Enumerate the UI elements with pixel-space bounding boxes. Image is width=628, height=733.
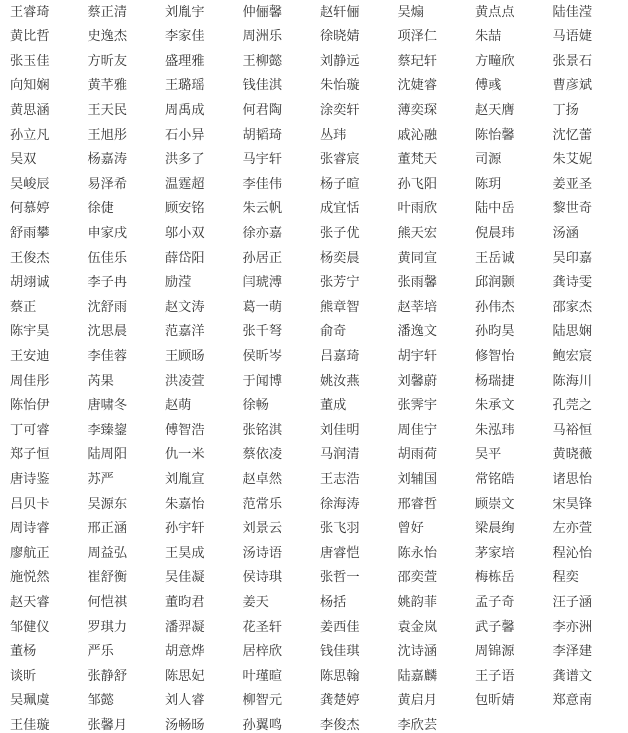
name-cell: 成宜恬 bbox=[318, 202, 396, 215]
name-cell: 张子优 bbox=[318, 227, 396, 240]
name-cell: 俞奇 bbox=[318, 325, 396, 338]
name-cell: 张馨月 bbox=[86, 719, 164, 732]
name-cell: 张静舒 bbox=[86, 670, 164, 683]
name-cell: 陆周阳 bbox=[86, 448, 164, 461]
name-cell: 茅家培 bbox=[473, 547, 551, 560]
name-cell: 李子冉 bbox=[86, 276, 164, 289]
name-cell: 姜天 bbox=[241, 596, 319, 609]
name-cell: 何恺祺 bbox=[86, 596, 164, 609]
name-cell: 汤畅旸 bbox=[163, 719, 241, 732]
name-cell: 周锦源 bbox=[473, 645, 551, 658]
name-cell: 马润清 bbox=[318, 448, 396, 461]
name-cell: 徐畅 bbox=[241, 399, 319, 412]
name-cell: 潘羿凝 bbox=[163, 621, 241, 634]
name-cell: 朱泓玮 bbox=[473, 424, 551, 437]
name-cell: 张哲一 bbox=[318, 571, 396, 584]
name-cell: 梅栋岳 bbox=[473, 571, 551, 584]
name-cell: 徐晓婧 bbox=[318, 30, 396, 43]
name-cell: 邢正涵 bbox=[86, 522, 164, 535]
name-cell: 王昊成 bbox=[163, 547, 241, 560]
name-cell: 胡宇轩 bbox=[396, 350, 474, 363]
name-cell: 胡韬琦 bbox=[241, 129, 319, 142]
name-cell: 赵莘培 bbox=[396, 301, 474, 314]
name-cell: 司源 bbox=[473, 153, 551, 166]
name-cell: 沈忆蕾 bbox=[551, 129, 628, 142]
name-cell: 居梓欣 bbox=[241, 645, 319, 658]
name-cell: 孙宇轩 bbox=[163, 522, 241, 535]
name-cell: 何君陶 bbox=[241, 104, 319, 117]
name-cell: 涂奕轩 bbox=[318, 104, 396, 117]
name-cell: 赵天膺 bbox=[473, 104, 551, 117]
name-cell: 沈婕睿 bbox=[396, 79, 474, 92]
name-cell: 姚韵菲 bbox=[396, 596, 474, 609]
name-cell: 邵奕萱 bbox=[396, 571, 474, 584]
name-cell: 武子馨 bbox=[473, 621, 551, 634]
name-cell: 薄奕琛 bbox=[396, 104, 474, 117]
name-cell: 葛一萌 bbox=[241, 301, 319, 314]
name-cell: 陈思翰 bbox=[318, 670, 396, 683]
name-cell: 温霆超 bbox=[163, 178, 241, 191]
name-cell: 唐睿恺 bbox=[318, 547, 396, 560]
name-cell: 杨嘉涛 bbox=[86, 153, 164, 166]
name-cell: 黄同宣 bbox=[396, 252, 474, 265]
name-cell: 方疃欣 bbox=[473, 55, 551, 68]
name-cell: 赵文涛 bbox=[163, 301, 241, 314]
name-cell: 倪晨玮 bbox=[473, 227, 551, 240]
name-cell: 陆中岳 bbox=[473, 202, 551, 215]
name-cell: 王岳诚 bbox=[473, 252, 551, 265]
name-cell: 刘景云 bbox=[241, 522, 319, 535]
name-cell: 胡雨荷 bbox=[396, 448, 474, 461]
name-cell: 张玉佳 bbox=[8, 55, 86, 68]
name-cell: 蔡正清 bbox=[86, 6, 164, 19]
name-cell: 姜西佳 bbox=[318, 621, 396, 634]
name-cell: 周佳宁 bbox=[396, 424, 474, 437]
name-cell: 杨奕晨 bbox=[318, 252, 396, 265]
name-cell: 熊天宏 bbox=[396, 227, 474, 240]
name-cell: 洪凌萱 bbox=[163, 375, 241, 388]
name-cell: 范嘉洋 bbox=[163, 325, 241, 338]
name-cell: 刘辅国 bbox=[396, 473, 474, 486]
name-cell: 沈诗涵 bbox=[396, 645, 474, 658]
name-cell: 芮果 bbox=[86, 375, 164, 388]
name-cell: 张铭淇 bbox=[241, 424, 319, 437]
name-cell: 周佳彤 bbox=[8, 375, 86, 388]
name-cell: 黎世奇 bbox=[551, 202, 628, 215]
name-cell: 吴平 bbox=[473, 448, 551, 461]
name-cell: 马语婕 bbox=[551, 30, 628, 43]
name-cell: 刘静远 bbox=[318, 55, 396, 68]
name-cell: 张睿宸 bbox=[318, 153, 396, 166]
name-cell: 李欣芸 bbox=[396, 719, 474, 732]
name-cell: 龚楚婷 bbox=[318, 694, 396, 707]
name-cell: 项泽仁 bbox=[396, 30, 474, 43]
name-cell: 李佳蓉 bbox=[86, 350, 164, 363]
name-cell: 张芳宁 bbox=[318, 276, 396, 289]
name-cell: 闫琥溥 bbox=[241, 276, 319, 289]
name-cell: 刘人睿 bbox=[163, 694, 241, 707]
name-cell: 唐诗鉴 bbox=[8, 473, 86, 486]
name-cell: 王璐瑶 bbox=[163, 79, 241, 92]
name-cell: 董梵天 bbox=[396, 153, 474, 166]
name-cell: 邹健仪 bbox=[8, 621, 86, 634]
name-cell: 石小异 bbox=[163, 129, 241, 142]
name-cell: 唐啸冬 bbox=[86, 399, 164, 412]
name-cell: 王旭彤 bbox=[86, 129, 164, 142]
name-cell: 陆嘉麟 bbox=[396, 670, 474, 683]
name-cell: 董成 bbox=[318, 399, 396, 412]
name-cell: 陈怡馨 bbox=[473, 129, 551, 142]
name-cell: 曾好 bbox=[396, 522, 474, 535]
name-cell: 施悦然 bbox=[8, 571, 86, 584]
name-cell: 修智怡 bbox=[473, 350, 551, 363]
name-cell: 邢睿哲 bbox=[396, 498, 474, 511]
name-cell: 史逸杰 bbox=[86, 30, 164, 43]
name-cell: 张雨馨 bbox=[396, 276, 474, 289]
name-cell: 仇一米 bbox=[163, 448, 241, 461]
name-cell: 吴珮虞 bbox=[8, 694, 86, 707]
name-cell: 王睿琦 bbox=[8, 6, 86, 19]
name-cell: 龚诗雯 bbox=[551, 276, 628, 289]
name-cell: 于闻博 bbox=[241, 375, 319, 388]
name-cell: 陈玥 bbox=[473, 178, 551, 191]
name-cell: 王俊杰 bbox=[8, 252, 86, 265]
name-grid bbox=[8, 0, 626, 664]
name-cell: 钱佳琪 bbox=[318, 645, 396, 658]
name-cell: 花圣轩 bbox=[241, 621, 319, 634]
name-cell: 王子语 bbox=[473, 670, 551, 683]
name-cell: 朱承文 bbox=[473, 399, 551, 412]
name-cell: 丁可睿 bbox=[8, 424, 86, 437]
name-cell: 王天民 bbox=[86, 104, 164, 117]
name-cell: 邬小双 bbox=[163, 227, 241, 240]
name-cell: 朱喆 bbox=[473, 30, 551, 43]
name-cell: 傅彧 bbox=[473, 79, 551, 92]
name-cell: 仲俪馨 bbox=[241, 6, 319, 19]
name-cell: 刘胤宇 bbox=[163, 6, 241, 19]
name-cell: 吕贝卡 bbox=[8, 498, 86, 511]
name-cell: 程奕 bbox=[551, 571, 628, 584]
name-cell: 盛理雅 bbox=[163, 55, 241, 68]
name-cell: 侯昕岑 bbox=[241, 350, 319, 363]
name-cell: 黄芊雅 bbox=[86, 79, 164, 92]
name-cell: 梁晨绚 bbox=[473, 522, 551, 535]
name-cell: 戚沁融 bbox=[396, 129, 474, 142]
name-cell: 顾崇文 bbox=[473, 498, 551, 511]
name-cell: 常铭皓 bbox=[473, 473, 551, 486]
name-cell: 李俊杰 bbox=[318, 719, 396, 732]
name-cell: 马裕恒 bbox=[551, 424, 628, 437]
name-cell: 诸思怡 bbox=[551, 473, 628, 486]
name-cell: 徐亦嘉 bbox=[241, 227, 319, 240]
name-cell: 崔舒衡 bbox=[86, 571, 164, 584]
name-cell: 李泽建 bbox=[551, 645, 628, 658]
name-cell: 叶雨欣 bbox=[396, 202, 474, 215]
name-cell: 徐海涛 bbox=[318, 498, 396, 511]
name-cell: 杨瑞捷 bbox=[473, 375, 551, 388]
name-cell: 舒雨攀 bbox=[8, 227, 86, 240]
name-cell: 黄思涵 bbox=[8, 104, 86, 117]
name-cell: 龚谱文 bbox=[551, 670, 628, 683]
name-cell: 赵萌 bbox=[163, 399, 241, 412]
name-cell: 张千弩 bbox=[241, 325, 319, 338]
name-cell: 孙居正 bbox=[241, 252, 319, 265]
name-cell: 朱云帆 bbox=[241, 202, 319, 215]
name-cell: 朱艾妮 bbox=[551, 153, 628, 166]
name-cell: 汤诗语 bbox=[241, 547, 319, 560]
name-cell: 吴煽 bbox=[396, 6, 474, 19]
name-cell: 曹彦斌 bbox=[551, 79, 628, 92]
name-cell: 黄晓薇 bbox=[551, 448, 628, 461]
name-cell: 熊章智 bbox=[318, 301, 396, 314]
name-cell: 杨括 bbox=[318, 596, 396, 609]
name-cell: 陈永怡 bbox=[396, 547, 474, 560]
name-cell: 谈昕 bbox=[8, 670, 86, 683]
name-cell: 陈怡伊 bbox=[8, 399, 86, 412]
name-cell: 姜亚圣 bbox=[551, 178, 628, 191]
name-cell: 周益弘 bbox=[86, 547, 164, 560]
name-cell: 罗琪力 bbox=[86, 621, 164, 634]
name-cell: 马宇轩 bbox=[241, 153, 319, 166]
name-cell: 孙立凡 bbox=[8, 129, 86, 142]
name-cell: 吴佳凝 bbox=[163, 571, 241, 584]
name-cell: 杨子暄 bbox=[318, 178, 396, 191]
name-cell: 袁金岚 bbox=[396, 621, 474, 634]
name-cell: 邹懿 bbox=[86, 694, 164, 707]
name-cell: 苏严 bbox=[86, 473, 164, 486]
name-cell: 叶瑾暄 bbox=[241, 670, 319, 683]
name-cell: 侯诗琪 bbox=[241, 571, 319, 584]
name-cell: 周洲乐 bbox=[241, 30, 319, 43]
name-cell: 张景石 bbox=[551, 55, 628, 68]
name-cell: 张霁宇 bbox=[396, 399, 474, 412]
name-cell: 徐倢 bbox=[86, 202, 164, 215]
name-cell: 柳智元 bbox=[241, 694, 319, 707]
name-cell: 张飞羽 bbox=[318, 522, 396, 535]
name-cell: 朱怡璇 bbox=[318, 79, 396, 92]
name-cell: 孙伟杰 bbox=[473, 301, 551, 314]
name-cell: 丁扬 bbox=[551, 104, 628, 117]
name-cell: 王安迪 bbox=[8, 350, 86, 363]
name-cell: 申家戌 bbox=[86, 227, 164, 240]
name-cell: 孙翼鸣 bbox=[241, 719, 319, 732]
name-cell: 严乐 bbox=[86, 645, 164, 658]
name-cell: 廖航正 bbox=[8, 547, 86, 560]
name-cell: 李亦洲 bbox=[551, 621, 628, 634]
name-cell: 胡翊诚 bbox=[8, 276, 86, 289]
name-cell: 沈舒雨 bbox=[86, 301, 164, 314]
name-cell: 王佳璇 bbox=[8, 719, 86, 732]
name-cell: 吕嘉琦 bbox=[318, 350, 396, 363]
name-cell: 傅智浩 bbox=[163, 424, 241, 437]
name-cell: 姚汝燕 bbox=[318, 375, 396, 388]
name-cell: 蔡玘轩 bbox=[396, 55, 474, 68]
name-cell: 陈海川 bbox=[551, 375, 628, 388]
name-cell: 蔡正 bbox=[8, 301, 86, 314]
name-cell: 孙昀昊 bbox=[473, 325, 551, 338]
name-cell: 周诗睿 bbox=[8, 522, 86, 535]
name-cell: 黄比哲 bbox=[8, 30, 86, 43]
name-cell: 易泽希 bbox=[86, 178, 164, 191]
name-cell: 李臻鋆 bbox=[86, 424, 164, 437]
name-cell: 汪子涵 bbox=[551, 596, 628, 609]
name-cell: 陈思妃 bbox=[163, 670, 241, 683]
name-cell: 顾安铭 bbox=[163, 202, 241, 215]
name-cell: 陆佳滢 bbox=[551, 6, 628, 19]
name-cell: 刘佳明 bbox=[318, 424, 396, 437]
name-cell: 潘逸文 bbox=[396, 325, 474, 338]
name-cell: 孙飞阳 bbox=[396, 178, 474, 191]
name-cell: 董昀君 bbox=[163, 596, 241, 609]
name-cell: 孟子奇 bbox=[473, 596, 551, 609]
name-cell: 宋昊锋 bbox=[551, 498, 628, 511]
name-cell: 包昕婧 bbox=[473, 694, 551, 707]
name-cell: 李佳伟 bbox=[241, 178, 319, 191]
name-cell: 吴双 bbox=[8, 153, 86, 166]
name-cell: 汤涵 bbox=[551, 227, 628, 240]
name-cell: 鲍宏宸 bbox=[551, 350, 628, 363]
name-cell: 王柳懿 bbox=[241, 55, 319, 68]
name-cell: 蔡依凌 bbox=[241, 448, 319, 461]
name-cell: 邵家杰 bbox=[551, 301, 628, 314]
name-cell: 陆思娴 bbox=[551, 325, 628, 338]
name-cell: 王顾旸 bbox=[163, 350, 241, 363]
name-cell: 左亦萱 bbox=[551, 522, 628, 535]
name-cell: 赵天睿 bbox=[8, 596, 86, 609]
name-cell: 程沁怡 bbox=[551, 547, 628, 560]
name-cell: 赵卓然 bbox=[241, 473, 319, 486]
name-cell: 李家佳 bbox=[163, 30, 241, 43]
name-cell: 黄启月 bbox=[396, 694, 474, 707]
name-cell: 洪多了 bbox=[163, 153, 241, 166]
name-cell: 黄点点 bbox=[473, 6, 551, 19]
name-cell: 刘胤宣 bbox=[163, 473, 241, 486]
name-cell: 伍佳乐 bbox=[86, 252, 164, 265]
name-cell: 钱佳淇 bbox=[241, 79, 319, 92]
name-cell: 周禹成 bbox=[163, 104, 241, 117]
name-cell: 孔莞之 bbox=[551, 399, 628, 412]
name-cell: 丛玮 bbox=[318, 129, 396, 142]
name-cell: 董杨 bbox=[8, 645, 86, 658]
name-cell: 何慕婷 bbox=[8, 202, 86, 215]
name-cell: 吴印嘉 bbox=[551, 252, 628, 265]
name-cell: 吴源东 bbox=[86, 498, 164, 511]
name-cell: 胡意烨 bbox=[163, 645, 241, 658]
name-cell: 郑子恒 bbox=[8, 448, 86, 461]
name-cell: 吴峻辰 bbox=[8, 178, 86, 191]
name-cell: 励滢 bbox=[163, 276, 241, 289]
name-cell: 薛岱阳 bbox=[163, 252, 241, 265]
name-cell: 向知娴 bbox=[8, 79, 86, 92]
name-cell: 朱嘉怡 bbox=[163, 498, 241, 511]
name-cell: 刘馨蔚 bbox=[396, 375, 474, 388]
name-cell: 沈思晨 bbox=[86, 325, 164, 338]
name-cell: 王志浩 bbox=[318, 473, 396, 486]
name-cell: 陈宇昊 bbox=[8, 325, 86, 338]
name-cell: 范常乐 bbox=[241, 498, 319, 511]
name-cell: 赵轩俪 bbox=[318, 6, 396, 19]
name-cell: 邱润颢 bbox=[473, 276, 551, 289]
name-cell: 方昕友 bbox=[86, 55, 164, 68]
name-cell: 郑意南 bbox=[551, 694, 628, 707]
